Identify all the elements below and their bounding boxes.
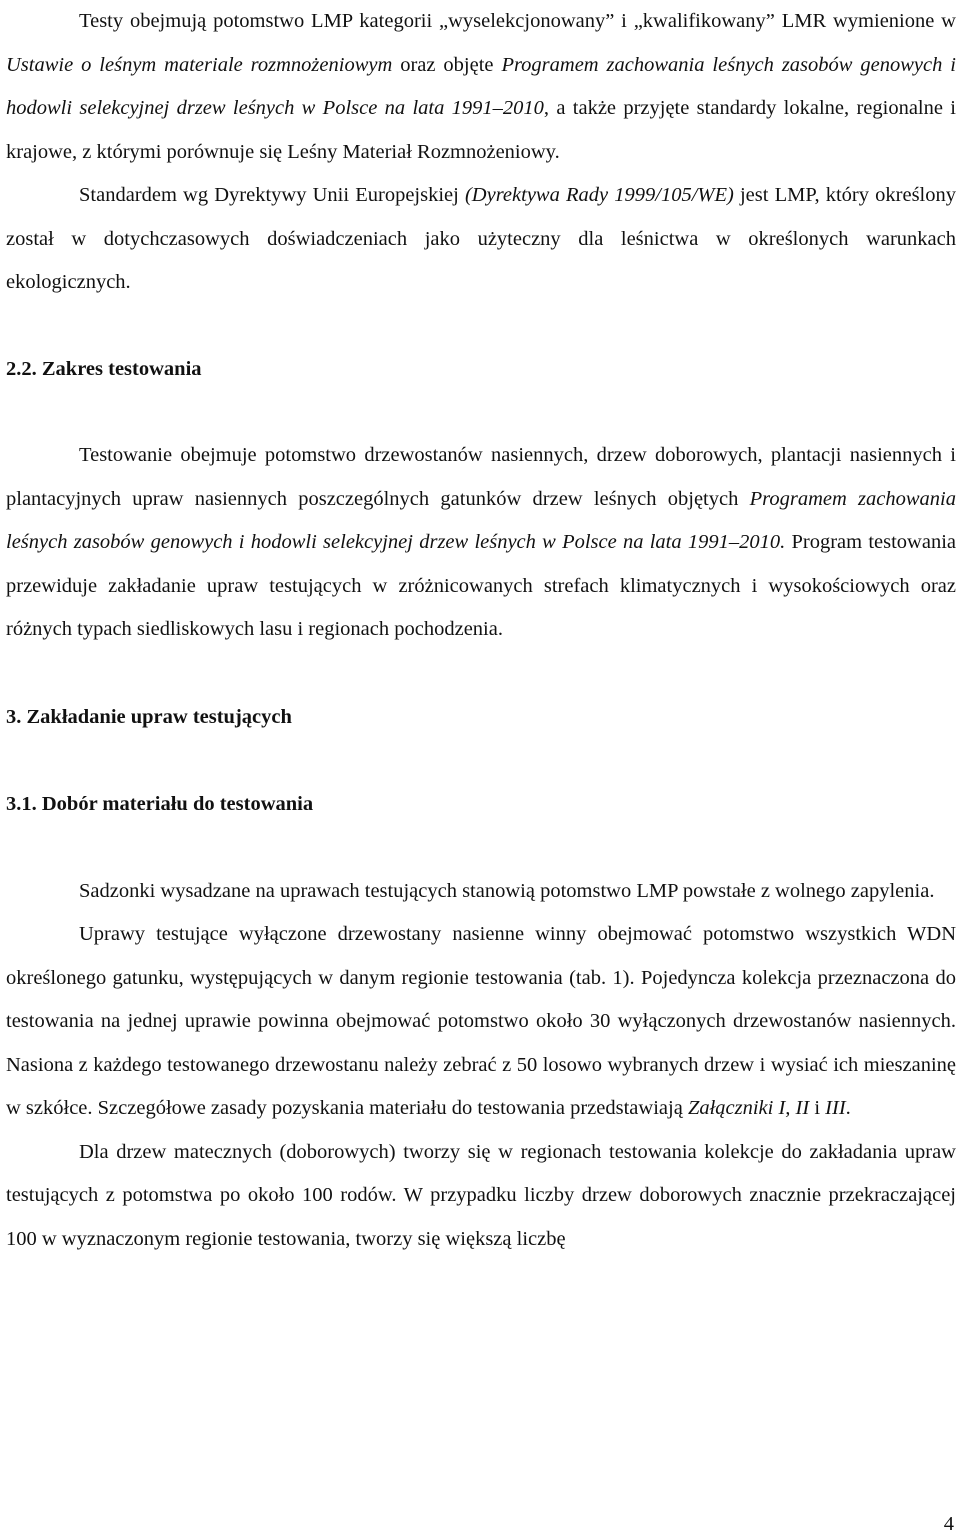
text-run: Testy obejmują potomstwo LMP kategorii „wyselekcjonowany” i „kwalifikowany” LMR wymienione w <box>79 10 956 32</box>
text-run: , a także przyjęte standardy lokalne, regionalne i krajowe, z którymi porównuje się Leśny Materiał Rozmnożeniowy. <box>6 97 956 163</box>
paragraph-test-plantations <box>6 913 956 1131</box>
paragraph-mother-trees: Dla drzew matecznych (doborowych) tworzy się w regionach testowania kolekcje do zakładania upraw testujących z potomstwa po około 100 rodów. W przypadku liczby drzew doborowych znacznie przekraczającej 100 w wyznaczonym regionie testowania, tworzy się większą liczbę <box>6 1140 956 1250</box>
text-run: Uprawy testujące wyłączone drzewostany nasienne winny obejmować potomstwo wszystkich WDN określonego gatunku, występujących w danym regionie testowania (tab. 1). Pojedyncza kolekcja przeznaczona do testowania na jednej uprawie powinna obejmować potomstwo około 30 wyłączonych drzewostanów nasiennych. Nasiona z każdego testowanego drzewostanu należy zebrać z 50 losowo wybranych drzew i wysiać ich mieszaninę w szkółce. Szczegółowe zasady pozyskania materiału do testowania przedstawiają <box>6 923 956 1119</box>
italic-programme-title: Programem zachowania leśnych zasobów genowych i hodowli selekcyjnej drzew leśnych w Polsce na lata 1991–2010. <box>6 487 956 553</box>
section-heading-3: 3. Zakładanie upraw testujących <box>6 705 292 728</box>
paragraph-tests-scope <box>6 0 956 174</box>
paragraph-eu-standard <box>6 174 956 305</box>
text-run: oraz objęte <box>392 53 502 76</box>
italic-act-title: Ustawie o leśnym materiale rozmnożeniowym <box>6 53 393 76</box>
text-run: Standardem wg Dyrektywy Unii Europejskiej <box>79 184 465 206</box>
section-heading-3-1: 3.1. Dobór materiału do testowania <box>6 793 314 815</box>
page-number: 4 <box>943 1513 954 1535</box>
italic-programme-title: Programem zachowania leśnych zasobów genowych i hodowli selekcyjnej drzew leśnych w Polsce na lata 1991–2010 <box>6 53 956 119</box>
italic-directive: (Dyrektywa Rady 1999/105/WE) <box>464 184 734 206</box>
italic-annexes: Załączniki I, II <box>687 1097 810 1119</box>
text-run: Testowanie obejmuje potomstwo drzewostanów nasiennych, drzew doborowych, plantacji nasiennych i plantacyjnych upraw nasiennych poszczególnych gatunków drzew leśnych objętych <box>6 444 956 510</box>
text-run: i <box>809 1097 826 1119</box>
section-heading-2-2: 2.2. Zakres testowania <box>6 357 202 380</box>
paragraph-testing-scope <box>6 434 956 652</box>
italic-annex-iii: III <box>825 1097 846 1119</box>
text-run: . <box>845 1097 851 1119</box>
text-run: Program testowania przewiduje zakładanie upraw testujących w zróżnicowanych strefach klimatycznych i wysokościowych oraz różnych typach siedliskowych lasu i regionach pochodzenia. <box>6 531 956 640</box>
text-run: jest LMP, który określony został w dotychczasowych doświadczeniach jako użyteczny dla leśnictwa w określonych warunkach ekologicznych. <box>6 184 956 293</box>
paragraph-seedlings: Sadzonki wysadzane na uprawach testujących stanowią potomstwo LMP powstałe z wolnego zapylenia. <box>79 879 935 902</box>
document-page <box>6 0 956 1261</box>
